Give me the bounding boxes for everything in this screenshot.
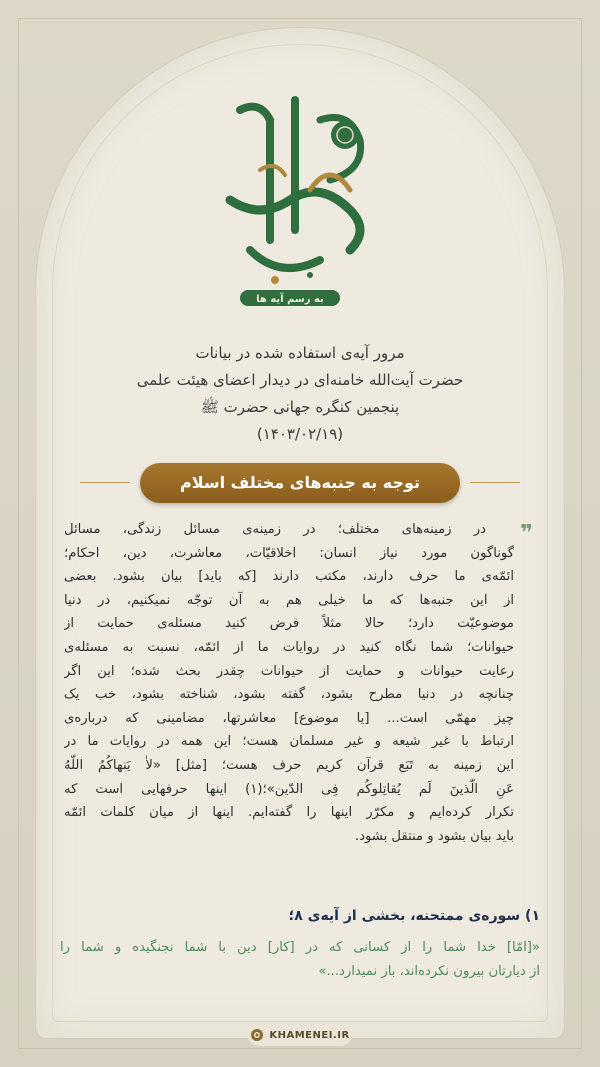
banner-title: توجه به جنبه‌های مختلف اسلام [180, 473, 420, 492]
body-line: این زمینه به تَبَع قرآن کریم حرف هست؛ [مثل] «لاٰ یَنهاکُمُ اللّهُ [64, 757, 514, 773]
intro-date: (۱۴۰۳/۰۲/۱۹) [256, 425, 344, 443]
body-line: از این جنبه‌ها که ما خیلی هم به آن توجّه نمیکنیم، در دنیا [64, 592, 514, 608]
body-line: در زمینه‌های مختلف؛ در زمینه‌ی مسائل زندگی، مسائل [64, 522, 486, 537]
body-line: ائمّه‌ی ما حرف دارند، مکتب دارند [که باید] بیان بشود. بعضی [64, 569, 514, 585]
verse-line: «[امّا] خدا شما را از کسانی که در [کار] دین با شما نجنگیده و شما را [60, 940, 540, 955]
intro-line: مرور آیه‌ی استفاده شده در بیانات [195, 344, 405, 362]
intro-block [60, 340, 540, 448]
calligraphy-logo [200, 80, 400, 320]
intro-line: پنجمین کنگره جهانی حضرت ﷺ [200, 398, 400, 416]
verse-reference: ۱) سوره‌ی ممتحنه، بخشی از آیه‌ی ۸؛ [288, 908, 540, 924]
body-line: موضوعیّت دارد؛ حالا مثلاً فرض کنید مسئله‌ی حمایت از [64, 616, 514, 632]
quote-body [64, 518, 514, 848]
body-line: ارتباط با غیر شیعه و غیر مسلمان هست؛ این همه در روایات ما در [64, 734, 514, 750]
body-line: حیوانات؛ شما نگاه کنید در روایات ما از ائمّه، نسبت به مسئله‌ی [64, 639, 514, 655]
site-name: KHAMENEI.IR [269, 1029, 350, 1041]
body-line: تکرار کرده‌ایم و مکرّر اینها را گفته‌ایم. اینها از میان کلمات ائمّه [64, 805, 514, 821]
body-line: عَنِ الَّذینَ لَم یُقاتِلوکُم فِی الدّین»؛(۱) اینها حرفهایی است که [64, 781, 514, 797]
body-line: گوناگون مورد نیاز انسان: اخلاقیّات، معاشرت، دین، احکام؛ [64, 545, 514, 561]
body-line: چنانچه در دنیا مطرح بشود، گفته بشود، شناخته بشود، خب یک [64, 687, 514, 703]
site-badge[interactable] [248, 1024, 352, 1046]
body-line: باید بیان بشود و منتقل بشود. [354, 828, 514, 844]
body-line: چیز مهمّی است... [یا موضوع] معاشرتها، مضامینی که درباره‌ی [64, 710, 514, 726]
body-line: رعایت حیوانات و حمایت از حیوانات چقدر بحث شده؛ این اگر [64, 663, 514, 679]
quote-icon: ❞ [520, 521, 533, 546]
verse-translation [60, 936, 540, 984]
verse-line: از دیارتان بیرون نکرده‌اند، باز نمیدارد...» [318, 964, 540, 979]
logo-label: به رسم آیه ها [256, 294, 324, 305]
title-banner [140, 463, 460, 503]
khamenei-logo-icon [250, 1028, 264, 1042]
intro-line: حضرت آیت‌الله خامنه‌ای در دیدار اعضای هیئت علمی [136, 371, 464, 389]
